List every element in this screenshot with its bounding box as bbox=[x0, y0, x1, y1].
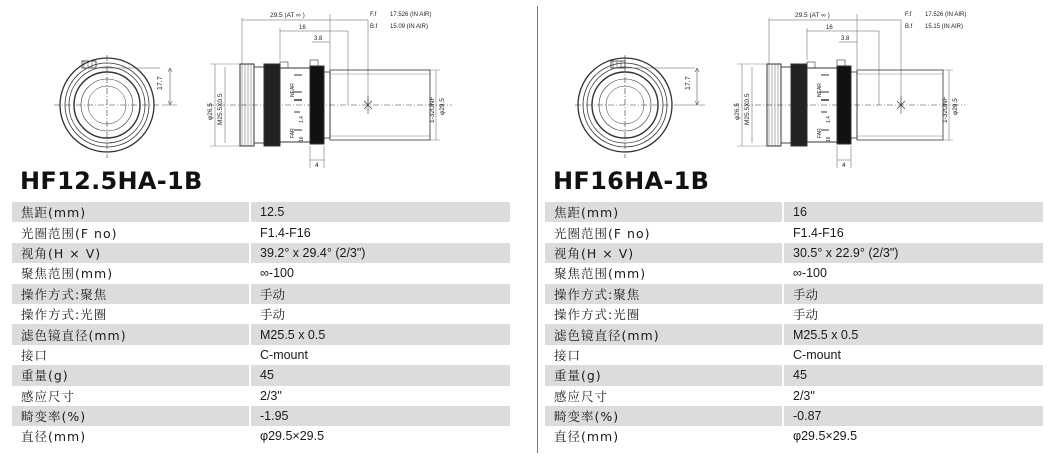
spec-value: C-mount bbox=[250, 345, 510, 365]
spec-key: 焦距(mm) bbox=[12, 202, 250, 222]
dim-bf-value: 15.09 (IN AIR) bbox=[390, 24, 429, 30]
lens-technical-drawing bbox=[12, 0, 512, 169]
dim-16: 16 bbox=[299, 25, 306, 31]
spec-key: 视角(H × V) bbox=[545, 243, 783, 263]
table-row bbox=[545, 365, 1043, 385]
spec-key: 直径(mm) bbox=[12, 426, 250, 446]
ring-near: NEAR bbox=[817, 83, 823, 97]
spec-value: 手动 bbox=[783, 304, 1043, 324]
dim-ff-value: 17.526 (IN AIR) bbox=[390, 12, 432, 18]
lens-technical-drawing bbox=[545, 0, 1045, 169]
ring-f14: 1.4 bbox=[826, 116, 832, 123]
spec-value: -0.87 bbox=[783, 406, 1043, 426]
spec-value: φ29.5×29.5 bbox=[250, 426, 510, 446]
spec-key: 直径(mm) bbox=[545, 426, 783, 446]
spec-key: 畸变率(%) bbox=[12, 406, 250, 426]
spec-value: -1.95 bbox=[250, 406, 510, 426]
model-title: HF16HA-1B bbox=[553, 167, 710, 195]
panel-divider bbox=[537, 6, 538, 453]
spec-key: 聚焦范围(mm) bbox=[545, 263, 783, 283]
table-row bbox=[12, 284, 510, 304]
table-row bbox=[545, 345, 1043, 365]
spec-table bbox=[12, 202, 510, 447]
table-row bbox=[545, 386, 1043, 406]
table-row bbox=[545, 426, 1043, 446]
spec-key: 光圈范围(F no) bbox=[12, 222, 250, 242]
spec-value: 45 bbox=[783, 365, 1043, 385]
spec-value: 手动 bbox=[783, 284, 1043, 304]
table-row bbox=[545, 263, 1043, 283]
table-row bbox=[12, 263, 510, 283]
dim-26-5: φ26.5 bbox=[734, 103, 741, 120]
table-row bbox=[545, 406, 1043, 426]
spec-value: M25.5 x 0.5 bbox=[250, 324, 510, 344]
spec-value: 12.5 bbox=[250, 202, 510, 222]
lens-front-view bbox=[575, 55, 705, 158]
ring-f16: 16 bbox=[826, 136, 832, 142]
spec-key: 滤色镜直径(mm) bbox=[545, 324, 783, 344]
spec-key: 滤色镜直径(mm) bbox=[12, 324, 250, 344]
spec-key: 畸变率(%) bbox=[545, 406, 783, 426]
dim-29-5: φ29.5 bbox=[952, 98, 959, 115]
spec-key: 接口 bbox=[545, 345, 783, 365]
spec-key: 操作方式:聚焦 bbox=[545, 284, 783, 304]
table-row bbox=[12, 202, 510, 222]
spec-value: 2/3" bbox=[783, 386, 1043, 406]
ring-near: NEAR bbox=[290, 83, 296, 97]
spec-value: ∞-100 bbox=[250, 263, 510, 283]
table-row bbox=[12, 304, 510, 324]
spec-table bbox=[545, 202, 1043, 447]
table-row bbox=[545, 304, 1043, 324]
dim-29-5: φ29.5 bbox=[439, 98, 446, 115]
table-row bbox=[545, 243, 1043, 263]
spec-key: 感应尺寸 bbox=[12, 386, 250, 406]
table-row bbox=[12, 243, 510, 263]
table-row bbox=[12, 365, 510, 385]
spec-value: C-mount bbox=[783, 345, 1043, 365]
dim-bf-label: B.f bbox=[370, 24, 378, 30]
spec-key: 操作方式:光圈 bbox=[12, 304, 250, 324]
lens-front-view bbox=[54, 55, 177, 158]
spec-key: 接口 bbox=[12, 345, 250, 365]
model-title: HF12.5HA-1B bbox=[20, 167, 203, 195]
lens-panel-right bbox=[545, 0, 1045, 457]
ring-far: FAR bbox=[290, 128, 296, 138]
dim-mount: 1-32UNF bbox=[429, 96, 436, 123]
spec-value: 手动 bbox=[250, 304, 510, 324]
dim-bf-label: B.f bbox=[905, 24, 913, 30]
table-row bbox=[12, 426, 510, 446]
spec-key: 焦距(mm) bbox=[545, 202, 783, 222]
dim-4: 4 bbox=[842, 162, 846, 169]
spec-key: 操作方式:聚焦 bbox=[12, 284, 250, 304]
dim-16: 16 bbox=[826, 25, 833, 31]
table-row bbox=[12, 345, 510, 365]
dim-ff-label: F.f bbox=[370, 12, 377, 18]
spec-value: 2/3" bbox=[250, 386, 510, 406]
spec-key: 视角(H × V) bbox=[12, 243, 250, 263]
spec-key: 光圈范围(F no) bbox=[545, 222, 783, 242]
spec-key: 感应尺寸 bbox=[545, 386, 783, 406]
spec-value: φ29.5×29.5 bbox=[783, 426, 1043, 446]
dim-3-8: 3.8 bbox=[314, 36, 323, 42]
dim-26-5: φ26.5 bbox=[207, 103, 214, 120]
spec-value: 30.5° x 22.9° (2/3") bbox=[783, 243, 1043, 263]
dim-thread: M25.5X0.5 bbox=[217, 93, 224, 125]
dim-3-8: 3.8 bbox=[841, 36, 850, 42]
spec-value: ∞-100 bbox=[783, 263, 1043, 283]
table-row bbox=[12, 406, 510, 426]
spec-value: M25.5 x 0.5 bbox=[783, 324, 1043, 344]
dim-overall: 29.5 (AT ∞ ) bbox=[270, 12, 305, 19]
spec-value: 45 bbox=[250, 365, 510, 385]
dim-ff-label: F.f bbox=[905, 12, 912, 18]
spec-value: F1.4-F16 bbox=[250, 222, 510, 242]
table-row bbox=[545, 202, 1043, 222]
spec-value: F1.4-F16 bbox=[783, 222, 1043, 242]
spec-key: 重量(g) bbox=[12, 365, 250, 385]
spec-value: 手动 bbox=[250, 284, 510, 304]
table-row bbox=[545, 324, 1043, 344]
dim-ff-value: 17.526 (IN AIR) bbox=[925, 12, 967, 18]
dim-bf-value: 15.15 (IN AIR) bbox=[925, 24, 964, 30]
spec-value: 16 bbox=[783, 202, 1043, 222]
table-row bbox=[12, 324, 510, 344]
dim-mount: 1-32UNF bbox=[942, 96, 949, 123]
table-row bbox=[12, 386, 510, 406]
spec-value: 39.2° x 29.4° (2/3") bbox=[250, 243, 510, 263]
dim-thread: M25.5X0.5 bbox=[744, 93, 751, 125]
spec-key: 重量(g) bbox=[545, 365, 783, 385]
dim-4: 4 bbox=[315, 162, 319, 169]
lens-panel-left bbox=[12, 0, 512, 457]
table-row bbox=[12, 222, 510, 242]
table-row bbox=[545, 284, 1043, 304]
spec-key: 聚焦范围(mm) bbox=[12, 263, 250, 283]
spec-key: 操作方式:光圈 bbox=[545, 304, 783, 324]
ring-far: FAR bbox=[817, 128, 823, 138]
lens-side-view bbox=[208, 14, 452, 168]
dim-17-7: 17.7 bbox=[685, 76, 692, 90]
ring-f14: 1.4 bbox=[299, 116, 305, 123]
dim-17-7: 17.7 bbox=[157, 76, 164, 90]
dim-overall: 29.5 (AT ∞ ) bbox=[795, 12, 830, 19]
table-row bbox=[545, 222, 1043, 242]
ring-f16: 16 bbox=[299, 136, 305, 142]
